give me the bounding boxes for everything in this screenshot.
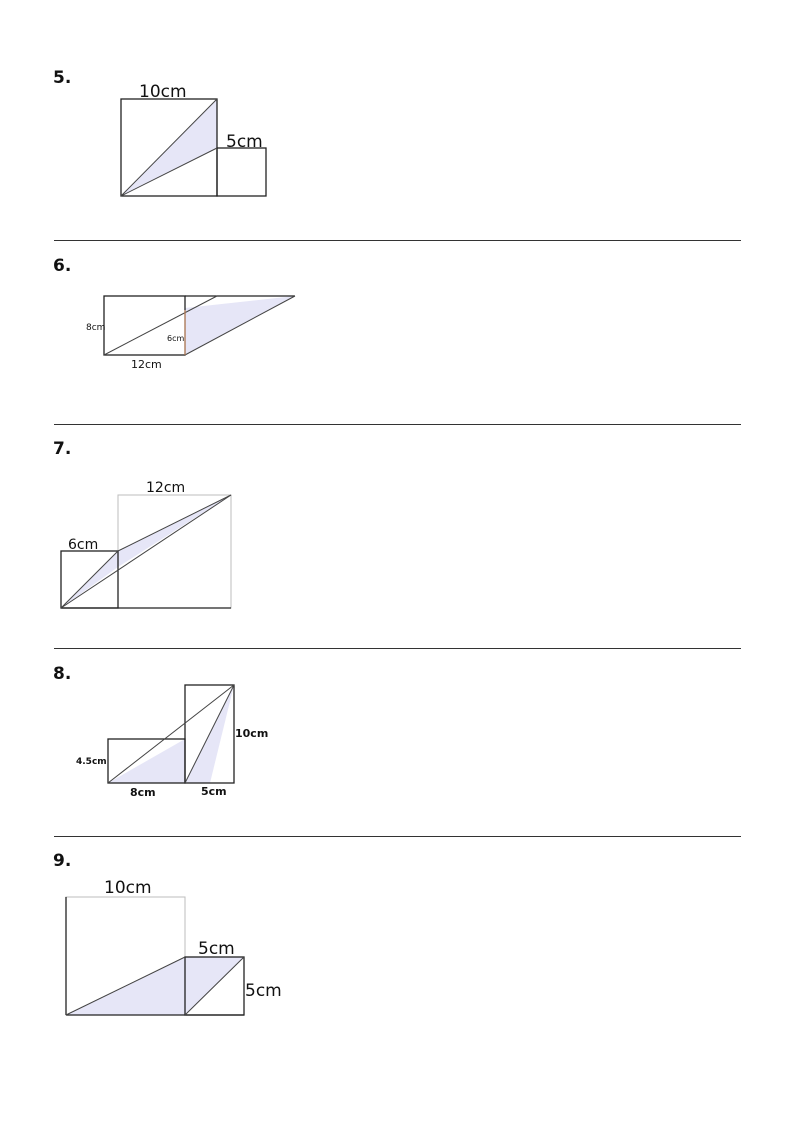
dimension-label: 8cm: [86, 323, 106, 333]
dimension-label: 12cm: [146, 480, 186, 496]
dimension-label: 5cm: [226, 132, 263, 152]
dimension-label: 8cm: [130, 786, 156, 799]
problem-number: 9.: [53, 851, 72, 871]
dimension-label: 5cm: [201, 785, 227, 798]
dimension-label: 10cm: [104, 878, 152, 898]
dimension-label: 6cm: [167, 334, 185, 343]
dimension-label: 10cm: [139, 82, 187, 102]
shaded-trapezoid: [66, 957, 244, 1015]
problem-number: 8.: [53, 664, 72, 684]
dimension-label: 4.5cm: [76, 757, 107, 767]
dimension-label: 6cm: [68, 537, 99, 553]
dimension-label: 5cm: [198, 939, 235, 959]
problem-number: 7.: [53, 439, 72, 459]
dimension-label: 5cm: [245, 981, 282, 1001]
dimension-label: 10cm: [235, 727, 269, 740]
problem-number: 6.: [53, 256, 72, 276]
dimension-label: 12cm: [131, 358, 162, 371]
problem-number: 5.: [53, 68, 72, 88]
